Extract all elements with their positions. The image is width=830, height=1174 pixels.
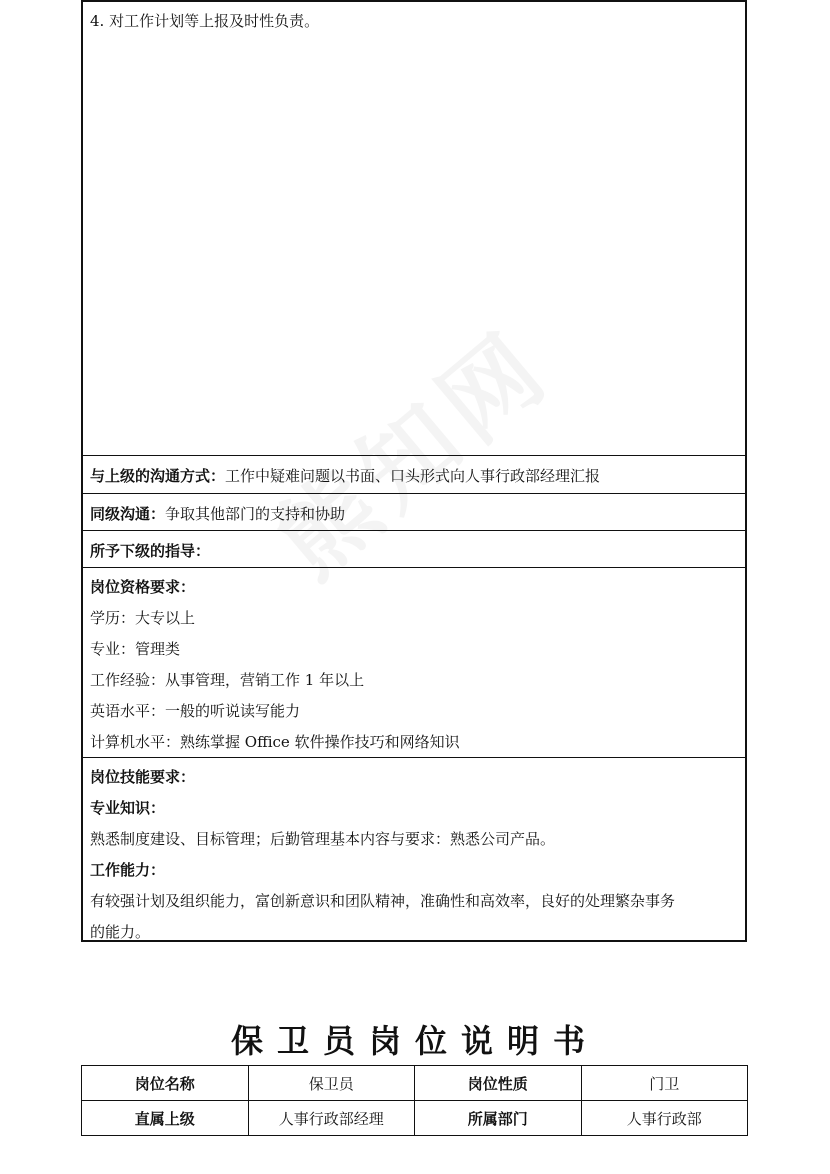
table-row xyxy=(82,1066,748,1101)
ability-text-line-2: 的能力。 xyxy=(90,923,151,941)
superior-communication-label: 与上级的沟通方式： xyxy=(90,467,226,485)
qualification-item: 工作经验：从事管理，营销工作 1 年以上 xyxy=(90,671,365,689)
department-value: 人事行政部 xyxy=(581,1101,748,1136)
position-name-value: 保卫员 xyxy=(248,1066,415,1101)
peer-communication-row xyxy=(83,493,745,530)
position-info-table xyxy=(81,1065,748,1136)
qualifications-section xyxy=(83,567,745,757)
position-name-label: 岗位名称 xyxy=(82,1066,249,1101)
table-row xyxy=(82,1101,748,1136)
direct-superior-value: 人事行政部经理 xyxy=(248,1101,415,1136)
qualification-item: 英语水平：一般的听说读写能力 xyxy=(90,702,301,720)
qualification-item: 学历：大专以上 xyxy=(90,609,196,627)
subordinate-guidance-label: 所予下级的指导： xyxy=(90,542,211,560)
qualification-item: 专业：管理类 xyxy=(90,640,181,658)
peer-communication-value: 争取其他部门的支持和协助 xyxy=(165,505,346,523)
qualification-item: 计算机水平：熟练掌握 Office 软件操作技巧和网络知识 xyxy=(90,733,460,751)
skills-heading: 岗位技能要求： xyxy=(90,768,196,786)
ability-heading: 工作能力： xyxy=(90,861,166,879)
qualifications-heading: 岗位资格要求： xyxy=(90,578,196,596)
superior-communication-row xyxy=(83,455,745,493)
superior-communication-value: 工作中疑难问题以书面、口头形式向人事行政部经理汇报 xyxy=(225,467,601,485)
job-description-table xyxy=(81,0,747,942)
duty-item-4: 4. 对工作计划等上报及时性负责。 xyxy=(90,12,320,30)
direct-superior-label: 直属上级 xyxy=(82,1101,249,1136)
position-nature-label: 岗位性质 xyxy=(415,1066,582,1101)
peer-communication-label: 同级沟通： xyxy=(90,505,166,523)
knowledge-heading: 专业知识： xyxy=(90,799,166,817)
ability-text-line-1: 有较强计划及组织能力，富创新意识和团队精神，准确性和高效率，良好的处理繁杂事务 xyxy=(90,892,676,910)
subordinate-guidance-row xyxy=(83,530,745,567)
skills-section xyxy=(83,757,745,942)
knowledge-text: 熟悉制度建设、目标管理；后勤管理基本内容与要求：熟悉公司产品。 xyxy=(90,830,556,848)
position-nature-value: 门卫 xyxy=(581,1066,748,1101)
page-title: 保卫员岗位说明书 xyxy=(230,1022,599,1060)
department-label: 所属部门 xyxy=(415,1101,582,1136)
